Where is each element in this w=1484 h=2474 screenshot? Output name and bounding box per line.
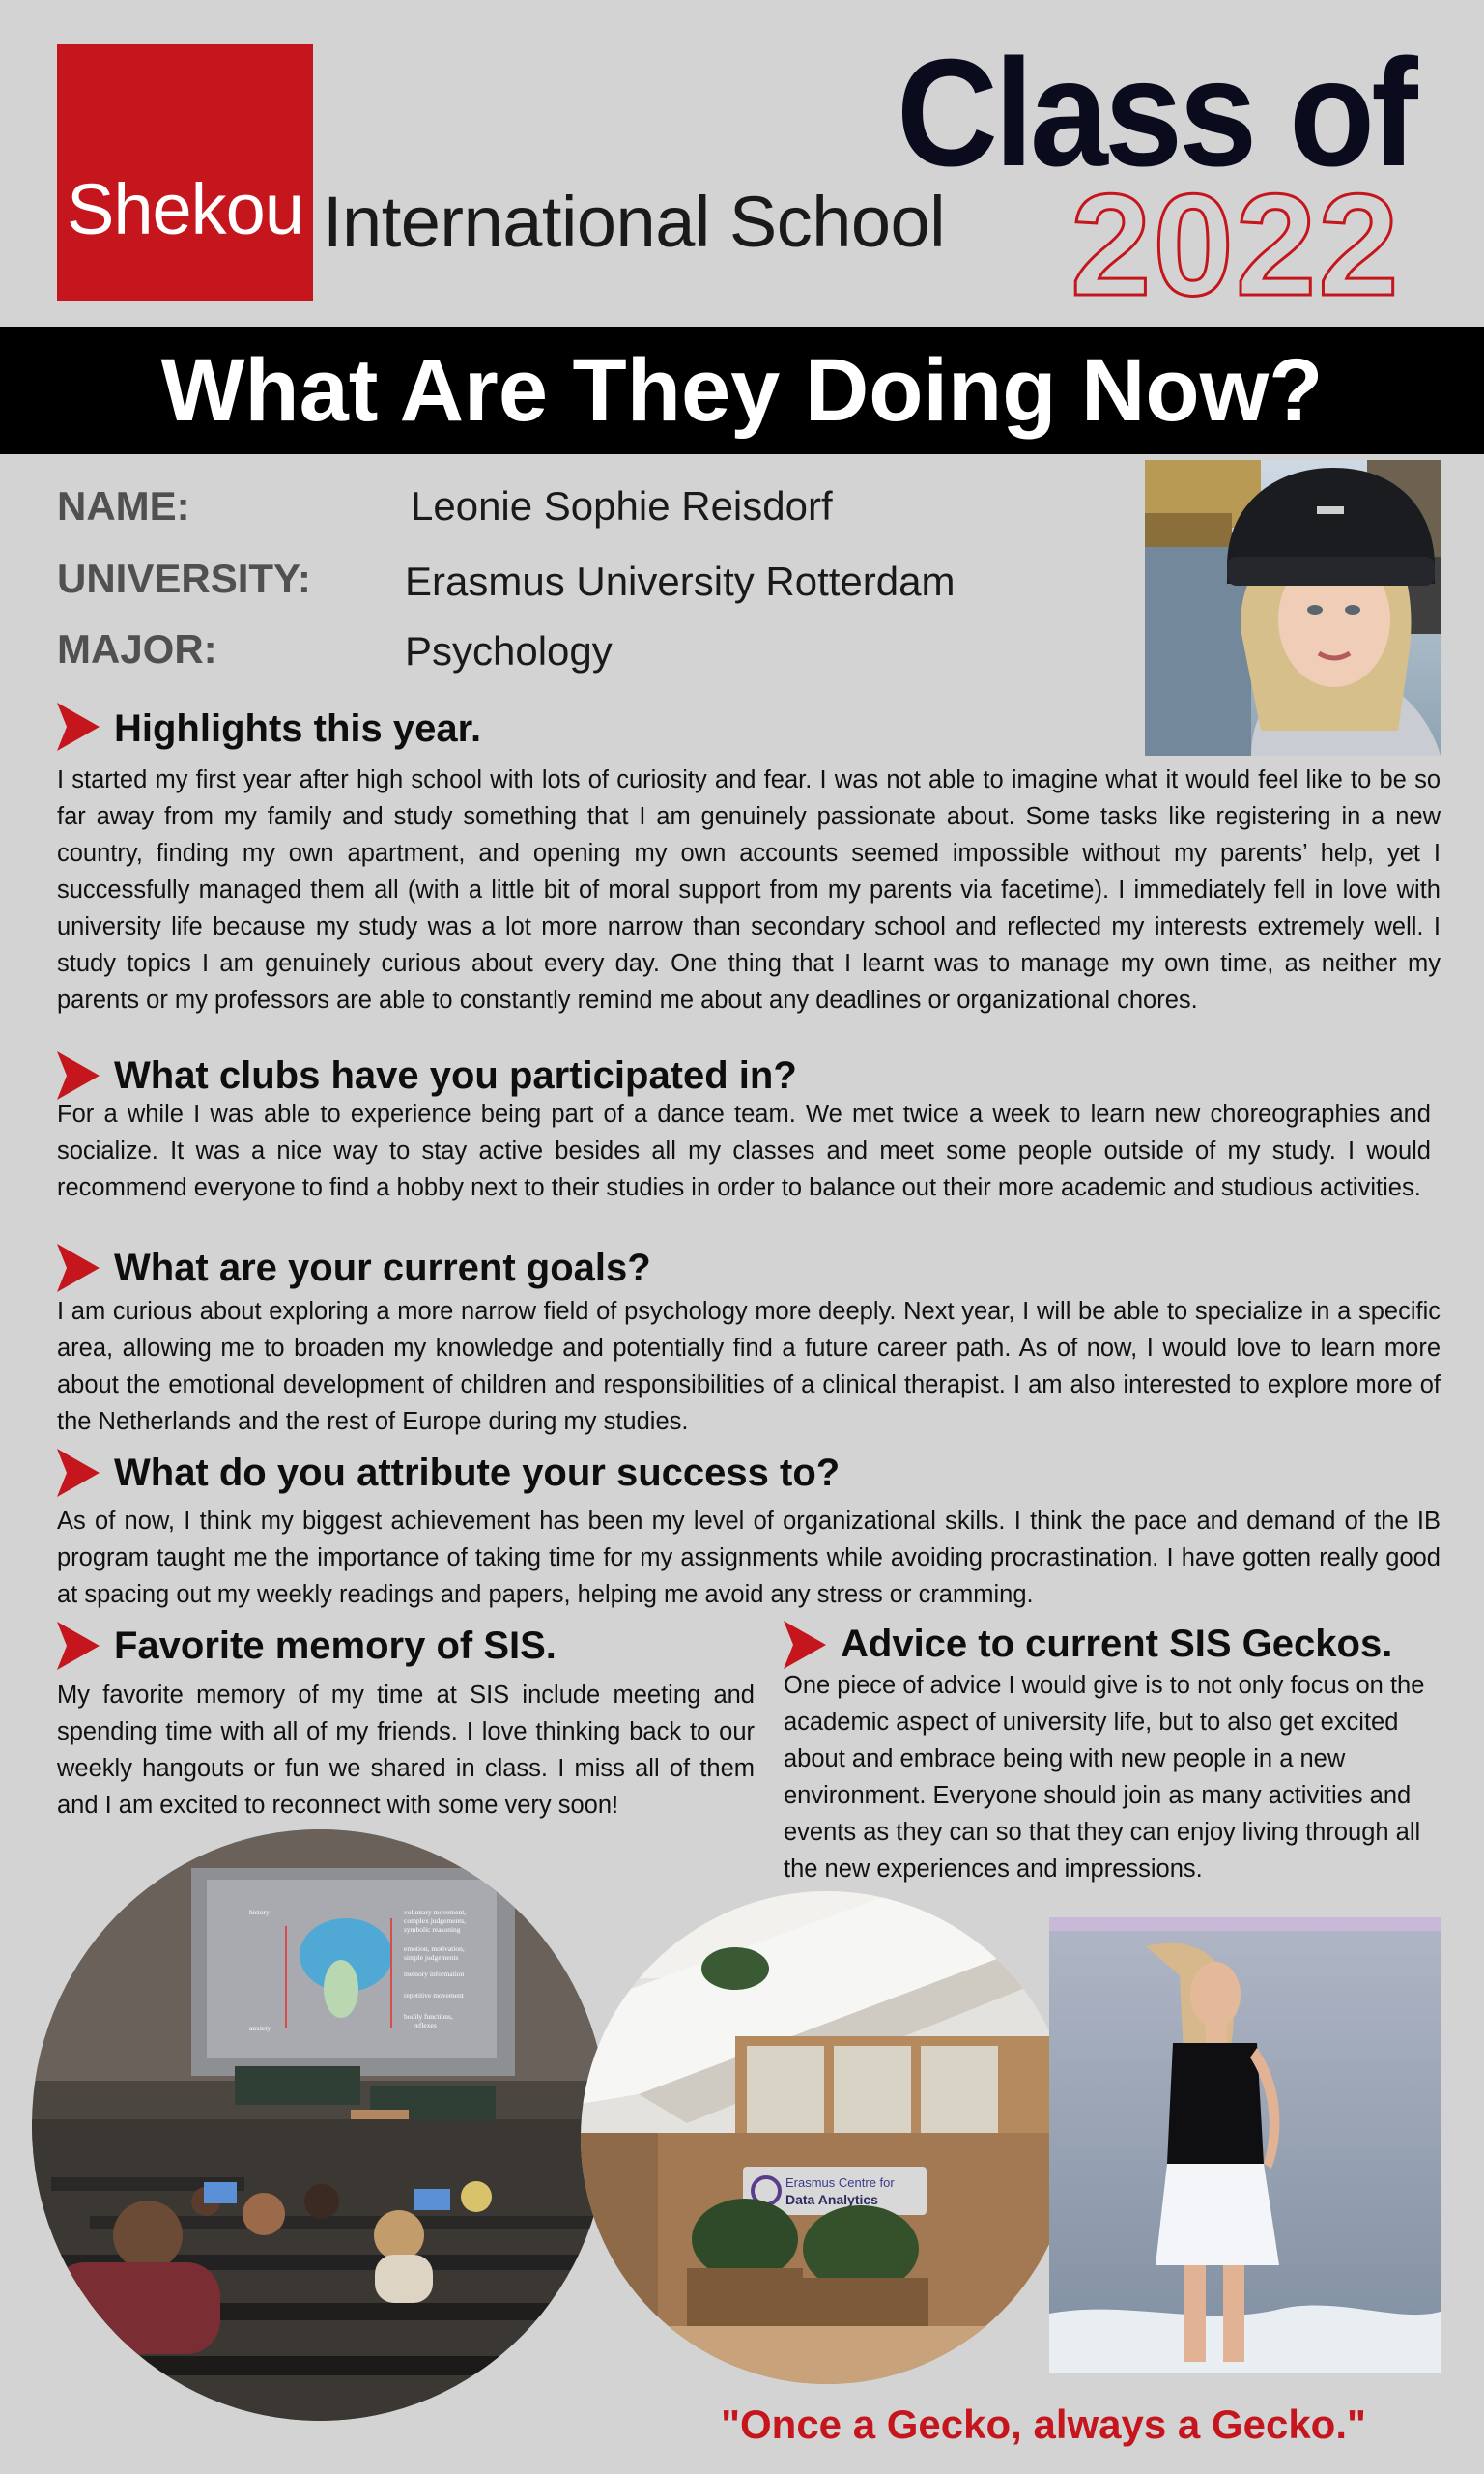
name-value: Leonie Sophie Reisdorf <box>411 483 833 529</box>
slide-line: repetitive movement <box>404 1991 464 1999</box>
closing-quote: "Once a Gecko, always a Gecko." <box>721 2402 1366 2447</box>
highlights-text: I started my first year after high school with lots of curiosity and fear. I was not able to imagine what it would feel like to be so far away from my family and study something that I am genuinely passionate about. Some tasks like registering in a new country, finding my own apartment, and opening my own accounts seemed impossible without my parents’ help, yet I successfully managed them all (with a little bit of moral support from my parents via facetime). I immediately fell in love with university life because my study was a lot more narrow than secondary school and reflected my interests extremely well. I study topics I am genuinely curious about every day. One thing that I learnt was to manage my own time, as neither my parents or my professors are able to constantly remind me about any deadlines or organizational chores. <box>57 766 1441 1014</box>
clubs-text: For a while I was able to experience being part of a dance team. We met twice a week to learn new choreographies and socialize. It was a nice way to stay active besides all my classes and meet some people outside of my study. I would recommend everyone to find a hobby next to their studies in order to balance out their more academic and studious activities. <box>57 1101 1431 1201</box>
slide-line: memory information <box>404 1970 465 1978</box>
name-label: NAME: <box>57 483 190 529</box>
major-value: Psychology <box>405 628 613 674</box>
lecture-hall-photo <box>32 1829 608 2421</box>
memory-heading: Favorite memory of SIS. <box>114 1625 556 1667</box>
arrow-icon <box>57 703 100 751</box>
success-heading: What do you attribute your success to? <box>114 1452 841 1494</box>
slide-line: voluntary movement, <box>404 1908 467 1916</box>
beach-photo <box>1049 1917 1441 2373</box>
slide-line: bodily functions, <box>404 2012 453 2021</box>
building-photo <box>581 1891 1073 2384</box>
university-value: Erasmus University Rotterdam <box>405 559 956 604</box>
memory-text: My favorite memory of my time at SIS include meeting and spending time with all of my friends. I love thinking back to our weekly hangouts or fun we shared in class. I miss all of them and I am excited to reconnect with some very soon! <box>57 1682 755 1819</box>
slide-line: complex judgements, <box>404 1916 467 1925</box>
logo-word: Shekou <box>67 169 303 249</box>
slide-line: reflexes <box>414 2021 437 2029</box>
arrow-icon <box>57 1051 100 1100</box>
clubs-heading: What clubs have you participated in? <box>114 1054 797 1097</box>
advice-heading: Advice to current SIS Geckos. <box>841 1623 1393 1665</box>
page-title: What Are They Doing Now? <box>160 341 1324 440</box>
advice-text: One piece of advice I would give is to not only focus on the academic aspect of university life, but to also get excited about and embrace being with new people in a new environment. Everyone should join as many activities and events as they can so that they can enjoy living through all the new experiences and impressions. <box>784 1672 1425 1883</box>
slide-line: symbolic reasoning <box>404 1925 461 1934</box>
arrow-icon <box>57 1622 100 1670</box>
goals-text: I am curious about exploring a more narrow field of psychology more deeply. Next year, I will be able to specialize in a specific area, allowing me to broaden my knowledge and potentially find a future career path. As of now, I would love to learn more about the emotional development of children and responsibilities of a clinical therapist. I am also interested to explore more of the Netherlands and the rest of Europe during my studies. <box>57 1298 1441 1435</box>
major-label: MAJOR: <box>57 626 217 672</box>
school-name: International School <box>323 182 946 262</box>
arrow-icon <box>57 1244 100 1292</box>
class-year: 2022 <box>1070 163 1401 326</box>
building-sign-bottom: Data Analytics <box>785 2192 878 2207</box>
slide-line: anxiety <box>249 2024 271 2032</box>
success-text: As of now, I think my biggest achievement has been my level of organizational skills. I think the pace and demand of the IB program taught me the importance of taking time for my assignments while avoiding procrastination. I have gotten really good at spacing out my weekly readings and papers, helping me avoid any stress or cramming. <box>57 1508 1441 1608</box>
arrow-icon <box>57 1449 100 1497</box>
building-sign-top: Erasmus Centre for <box>785 2175 895 2190</box>
goals-heading: What are your current goals? <box>114 1247 651 1289</box>
slide-line: emotion, motivation, <box>404 1944 465 1953</box>
university-label: UNIVERSITY: <box>57 556 311 601</box>
slide-line: history <box>249 1908 270 1916</box>
portrait-photo <box>1145 460 1441 756</box>
highlights-heading: Highlights this year. <box>114 707 482 750</box>
class-of-title: Class of <box>897 28 1415 198</box>
arrow-icon <box>784 1621 826 1669</box>
slide-line: simple judgements <box>404 1953 459 1962</box>
